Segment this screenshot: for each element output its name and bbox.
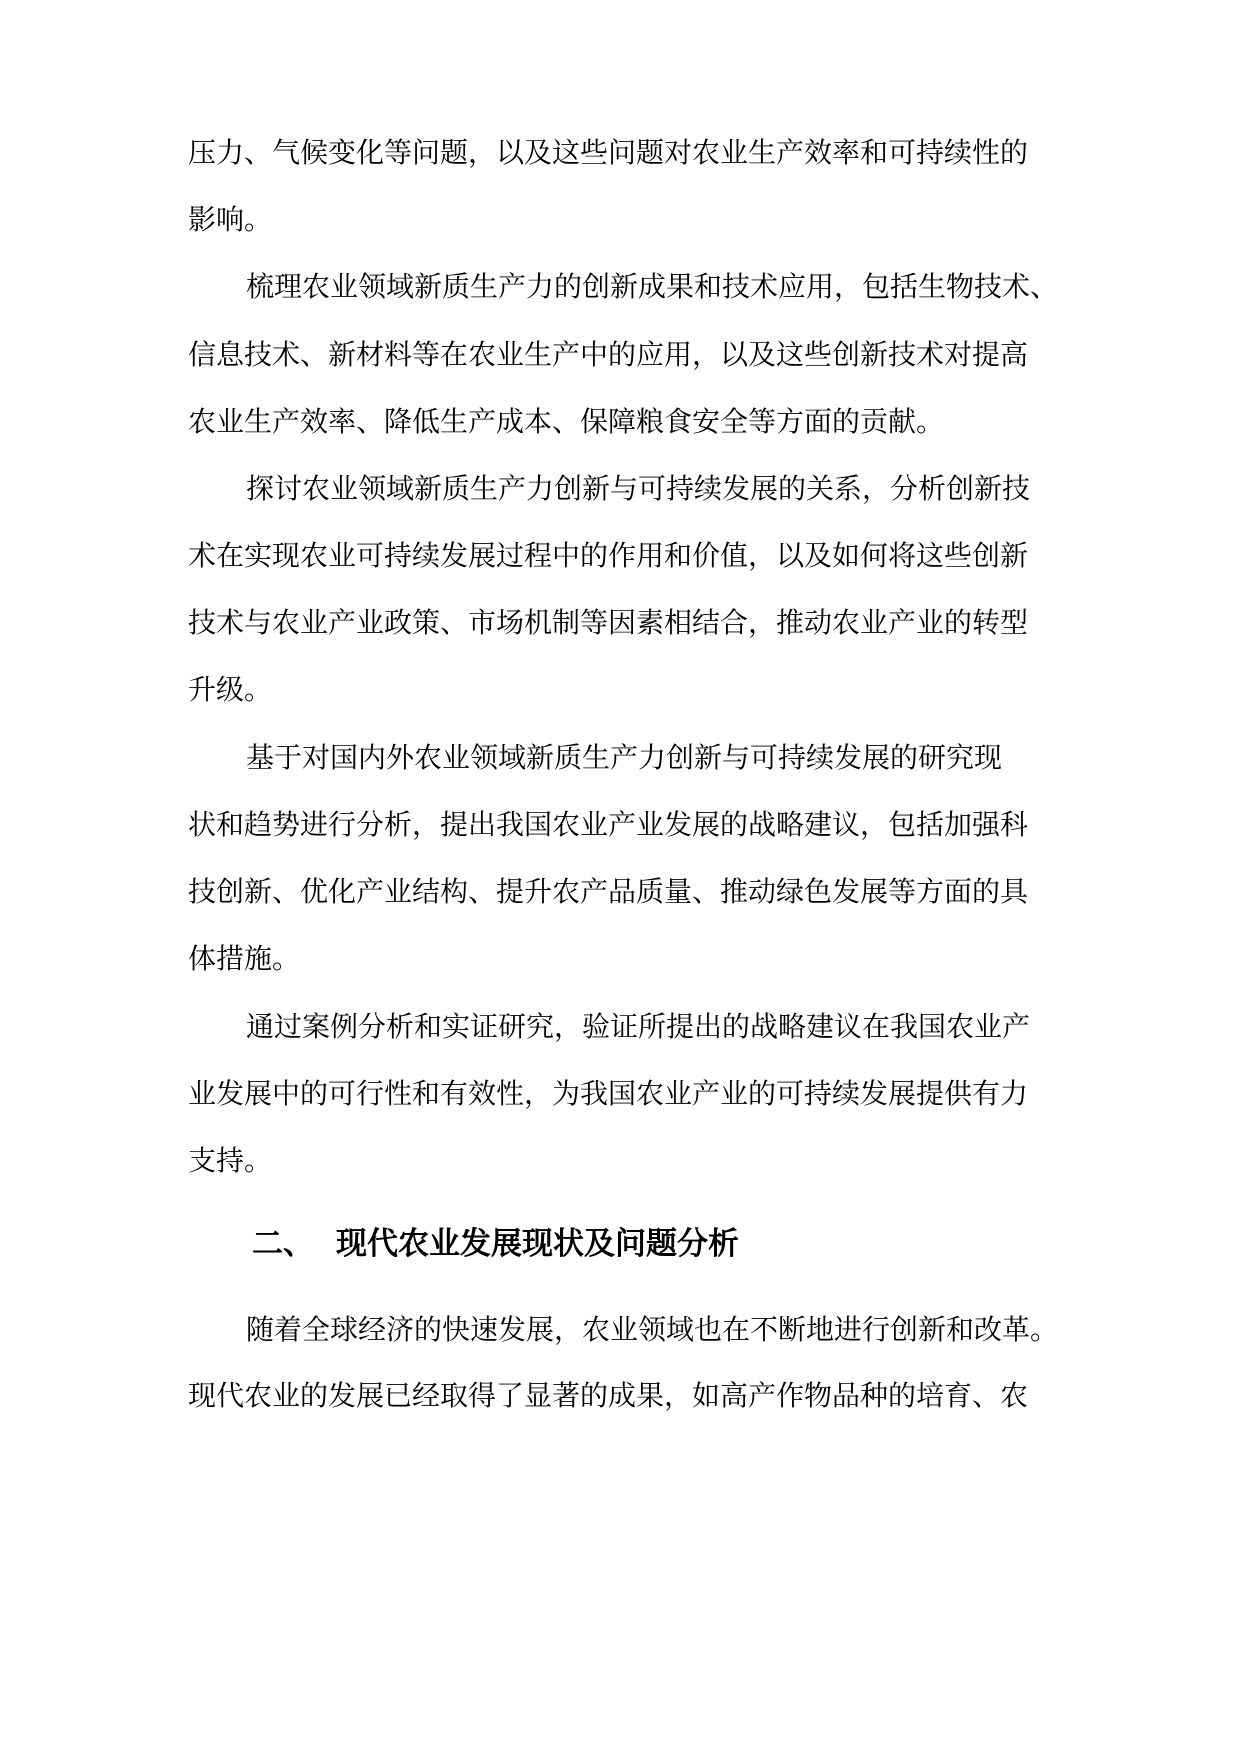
paragraph-4-line-4: 体措施。 [188,942,301,975]
paragraph-2-line-1: 梳理农业领域新质生产力的创新成果和技术应用，包括生物技术、 [246,270,1059,303]
section-heading [252,1222,739,1266]
paragraph-4-line-1: 基于对国内外农业领域新质生产力创新与可持续发展的研究现 [246,741,1003,774]
paragraph-2-line-3: 农业生产效率、降低生产成本、保障粮食安全等方面的贡献。 [188,405,945,438]
paragraph-3-line-2: 术在实现农业可持续发展过程中的作用和价值，以及如何将这些创新 [188,539,1029,572]
paragraph-6-line-2: 现代农业的发展已经取得了显著的成果，如高产作物品种的培育、农 [188,1379,1029,1412]
paragraph-5-line-2: 业发展中的可行性和有效性，为我国农业产业的可持续发展提供有力 [188,1077,1029,1110]
paragraph-1-line-1: 压力、气候变化等问题，以及这些问题对农业生产效率和可持续性的 [188,136,1029,169]
paragraph-5-line-1: 通过案例分析和实证研究，验证所提出的战略建议在我国农业产 [246,1010,1031,1043]
paragraph-4-line-3: 技创新、优化产业结构、提升农产品质量、推动绿色发展等方面的具 [188,875,1029,908]
paragraph-2-line-2: 信息技术、新材料等在农业生产中的应用，以及这些创新技术对提高 [188,338,1029,371]
paragraph-3-line-1: 探讨农业领域新质生产力创新与可持续发展的关系，分析创新技 [246,472,1031,505]
paragraph-4-line-2: 状和趋势进行分析，提出我国农业产业发展的战略建议，包括加强科 [188,808,1029,841]
paragraph-3-line-4: 升级。 [188,673,273,706]
section-title: 现代农业发展现状及问题分析 [336,1226,739,1262]
paragraph-6-line-1: 随着全球经济的快速发展，农业领域也在不断地进行创新和改革。 [246,1313,1059,1346]
paragraph-1-line-2: 影响。 [188,203,273,236]
section-number: 二、 [252,1226,314,1262]
paragraph-3-line-3: 技术与农业产业政策、市场机制等因素相结合，推动农业产业的转型 [188,606,1029,639]
paragraph-5-line-3: 支持。 [188,1144,273,1177]
